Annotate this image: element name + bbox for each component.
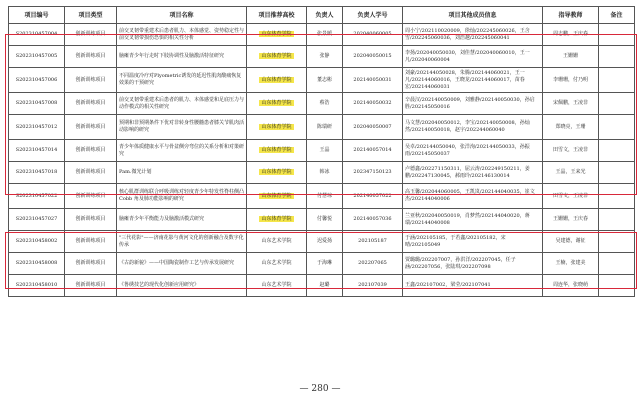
highlighted-school: 山东体育学院 xyxy=(261,169,292,175)
remark-cell xyxy=(599,24,635,46)
project-name-cell: 前交叉韧带重建术后患者肌力、本体感觉、姿势稳定性与前交叉韧带损伤恐惧的相关性分析 xyxy=(117,24,247,46)
leader-name-cell: 付馨悦 xyxy=(307,209,343,231)
column-header: 项目编号 xyxy=(9,7,65,24)
table-row xyxy=(9,184,635,209)
remark-cell xyxy=(599,275,635,297)
project-type-cell: 创新训练项目 xyxy=(65,93,117,115)
advisor-cell: 王姗姗 xyxy=(543,46,599,68)
table-row xyxy=(9,275,635,297)
member-info-cell: 辛晨汉/202140050009，刘雅静/202140050030，孙启胜/202145050016 xyxy=(403,93,543,115)
recommending-school-cell xyxy=(247,24,307,46)
remark-cell xyxy=(599,162,635,184)
leader-name-cell: 付慧琼 xyxy=(307,184,343,209)
remark-cell xyxy=(599,68,635,93)
project-name-cell: 青少年体质健康水平与骨盆侧旁弯位的关系分析和对策研究 xyxy=(117,140,247,162)
table-row xyxy=(9,231,635,253)
document-page xyxy=(8,6,634,297)
highlighted-school: 山东体育学院 xyxy=(261,192,292,199)
leader-student-id-cell: 202207065 xyxy=(343,253,403,275)
advisor-cell: 田雪文，王凌非 xyxy=(543,140,599,162)
project-name-cell: 核心肌群训练联合呼吸训练对轻度青少年特发性脊柱侧凸 Cobb 角及肺功能影响的研究 xyxy=(117,184,247,209)
project-id-cell: S202310457022 xyxy=(9,184,65,209)
leader-student-id-cell: 202347150123 xyxy=(343,162,403,184)
project-type-cell: 创新训练项目 xyxy=(65,68,117,93)
recommending-school-cell: 山东艺术学院 xyxy=(247,275,307,297)
leader-student-id-cell: 202140057036 xyxy=(343,209,403,231)
project-id-cell: S202310458008 xyxy=(9,253,65,275)
recommending-school-cell xyxy=(247,184,307,209)
leader-name-cell: 张景媛 xyxy=(307,24,343,46)
member-info-cell: 李扬/202040050030，刘佳慧/202040060010，王一凡/202040060004 xyxy=(403,46,543,68)
highlighted-school: 山东体育学院 xyxy=(261,31,292,37)
leader-name-cell: 蔡浩 xyxy=(307,93,343,115)
leader-student-id-cell: 202140057014 xyxy=(343,140,403,162)
project-type-cell: 创新训练项目 xyxy=(65,162,117,184)
highlighted-school: 山东体育学院 xyxy=(261,76,292,83)
leader-student-id-cell: 202105187 xyxy=(343,231,403,253)
leader-name-cell: 迟爱扬 xyxy=(307,231,343,253)
remark-cell xyxy=(599,140,635,162)
table-row xyxy=(9,140,635,162)
project-name-cell: 《鲁绣技艺的现代化创新应用研究》 xyxy=(117,275,247,297)
project-name-cell: 脑瘫青少年行走时下肢协调性及脑激活特征研究 xyxy=(117,46,247,68)
project-id-cell: S202310457006 xyxy=(9,68,65,93)
member-info-cell: 吴卓/202144050040，张洋洵/202144050033，孙振雨/202145050037 xyxy=(403,140,543,162)
table-row xyxy=(9,46,635,68)
leader-student-id-cell: 202040060005 xyxy=(343,24,403,46)
remark-cell xyxy=(599,184,635,209)
leader-name-cell: 赵璐 xyxy=(307,275,343,297)
leader-name-cell: 王晶 xyxy=(307,140,343,162)
advisor-cell: 李珊珊，付乃明 xyxy=(543,68,599,93)
leader-student-id-cell: 202107039 xyxy=(343,275,403,297)
column-header: 负责人学号 xyxy=(343,7,403,24)
recommending-school-cell xyxy=(247,209,307,231)
member-info-cell: 刘豪/202144050028，朱腾/202144060021，王一凡/202144060016，王晓龙/202144060017，苗春宏/202144060031 xyxy=(403,68,543,93)
project-name-cell: 预期和非预期条件下优对非转身性腰髓患者膝关节肌肉活动影响的研究 xyxy=(117,115,247,140)
project-name-cell: 前交叉韧带重建术后患者的肌力、本体感觉和足底压力与动作模式的相关性研究 xyxy=(117,93,247,115)
table-row xyxy=(9,68,635,93)
remark-cell xyxy=(599,93,635,115)
leader-student-id-cell: 202140057022 xyxy=(343,184,403,209)
project-id-cell: S202310458010 xyxy=(9,275,65,297)
project-type-cell: 创新训练项目 xyxy=(65,253,117,275)
project-type-cell: 创新训练项目 xyxy=(65,209,117,231)
leader-student-id-cell: 202040050007 xyxy=(343,115,403,140)
project-type-cell: 创新训练项目 xyxy=(65,24,117,46)
project-type-cell: 创新训练项目 xyxy=(65,184,117,209)
remark-cell xyxy=(599,46,635,68)
project-id-cell: S202310457004 xyxy=(9,24,65,46)
recommending-school-cell xyxy=(247,46,307,68)
table-row xyxy=(9,24,635,46)
member-info-cell: 兰亚秋/202040050019，肖梦然/202144040020，蒋瑞/202144040008 xyxy=(403,209,543,231)
advisor-cell: 王晶，王来光 xyxy=(543,162,599,184)
header-row xyxy=(9,7,635,24)
advisor-cell: 郑晓亮，王珊 xyxy=(543,115,599,140)
advisor-cell: 王楠，张建美 xyxy=(543,253,599,275)
page-number: — 280 — xyxy=(299,384,341,394)
recommending-school-cell: 山东艺术学院 xyxy=(247,253,307,275)
leader-student-id-cell: 202140050032 xyxy=(343,93,403,115)
member-info-cell: 马文慧/202040050012，李宝/202140050008，孙灿然/202140050018，赵宇/202244060040 xyxy=(403,115,543,140)
table-body xyxy=(9,24,635,297)
member-info-cell: 贾璐璐/202207007，孙洪洋/202207045，任子涵/202207056，张陆琪/202207098 xyxy=(403,253,543,275)
project-type-cell: 创新训练项目 xyxy=(65,231,117,253)
project-name-cell: Pam.微光计划 xyxy=(117,162,247,184)
project-id-cell: S202310457018 xyxy=(9,162,65,184)
project-name-cell: 《古韵新貌》——中国陶瓷制作工艺与传承发展研究 xyxy=(117,253,247,275)
project-name-cell: 脑瘫青少年平衡能力及脑激活模式研究 xyxy=(117,209,247,231)
project-id-cell: S202310458002 xyxy=(9,231,65,253)
project-type-cell: 创新训练项目 xyxy=(65,46,117,68)
column-header: 备注 xyxy=(599,7,635,24)
member-info-cell: 卢德鑫/202271150311，屈云涛/202249150211，姜鹏/202247130045，郝雨玲/202146130014 xyxy=(403,162,543,184)
column-header: 指导教师 xyxy=(543,7,599,24)
leader-name-cell: 陈瑞研 xyxy=(307,115,343,140)
member-info-cell: 王鑫/202107002，梁莹/202107041 xyxy=(403,275,543,297)
remark-cell xyxy=(599,209,635,231)
advisor-cell: 周连华，张晓萌 xyxy=(543,275,599,297)
member-info-cell: 周小宁/202110020009，徐灿/202245060026，王含雪/202245060036，刘浩越/202245060041 xyxy=(403,24,543,46)
column-header: 项目其他成员信息 xyxy=(403,7,543,24)
column-header: 项目类型 xyxy=(65,7,117,24)
leader-name-cell: 董志彬 xyxy=(307,68,343,93)
highlighted-school: 山东体育学院 xyxy=(261,147,292,153)
project-name-cell: "三代花影"——济南花影与黄河文化的创新融合及数字化传承 xyxy=(117,231,247,253)
member-info-cell: 高玉馨/202044060005，王凯岚/202144040035，崔文杰/202144040006 xyxy=(403,184,543,209)
highlighted-school: 山东体育学院 xyxy=(261,100,292,106)
member-info-cell: 于涵/202105185，于若鑫/202105182，宋晴/202105049 xyxy=(403,231,543,253)
table-row xyxy=(9,162,635,184)
advisor-cell: 田雪文，王凌非 xyxy=(543,184,599,209)
remark-cell xyxy=(599,231,635,253)
highlighted-school: 山东体育学院 xyxy=(261,53,292,59)
leader-student-id-cell: 202140050031 xyxy=(343,68,403,93)
column-header: 负责人 xyxy=(307,7,343,24)
column-header: 项目名称 xyxy=(117,7,247,24)
table-row xyxy=(9,209,635,231)
highlighted-school: 山东体育学院 xyxy=(261,216,292,222)
table-row xyxy=(9,253,635,275)
project-type-cell: 创新训练项目 xyxy=(65,275,117,297)
project-id-cell: S202310457027 xyxy=(9,209,65,231)
project-id-cell: S202310457012 xyxy=(9,115,65,140)
table-row xyxy=(9,93,635,115)
project-id-cell: S202310457008 xyxy=(9,93,65,115)
recommending-school-cell xyxy=(247,93,307,115)
recommending-school-cell xyxy=(247,68,307,93)
remark-cell xyxy=(599,253,635,275)
remark-cell xyxy=(599,115,635,140)
project-table xyxy=(8,6,635,297)
project-type-cell: 创新训练项目 xyxy=(65,140,117,162)
leader-name-cell: 韩冰 xyxy=(307,162,343,184)
advisor-cell: 宋佩鹏，王凌非 xyxy=(543,93,599,115)
advisor-cell: 王姗姗，王庆春 xyxy=(543,209,599,231)
recommending-school-cell xyxy=(247,115,307,140)
project-id-cell: S202310457014 xyxy=(9,140,65,162)
advisor-cell: 吴建德，谢征 xyxy=(543,231,599,253)
recommending-school-cell: 山东艺术学院 xyxy=(247,231,307,253)
table-row xyxy=(9,115,635,140)
column-header: 项目推荐高校 xyxy=(247,7,307,24)
project-id-cell: S202310457005 xyxy=(9,46,65,68)
leader-name-cell: 张静 xyxy=(307,46,343,68)
recommending-school-cell xyxy=(247,162,307,184)
leader-name-cell: 于海琳 xyxy=(307,253,343,275)
leader-student-id-cell: 202040050015 xyxy=(343,46,403,68)
highlighted-school: 山东体育学院 xyxy=(261,123,292,130)
advisor-cell: 周志鹏，王庆春 xyxy=(543,24,599,46)
recommending-school-cell xyxy=(247,140,307,162)
project-type-cell: 创新训练项目 xyxy=(65,115,117,140)
project-name-cell: 不同温度冷疗对Plyometric诱发的延迟性肌肉酸痛恢复效果的干预研究 xyxy=(117,68,247,93)
